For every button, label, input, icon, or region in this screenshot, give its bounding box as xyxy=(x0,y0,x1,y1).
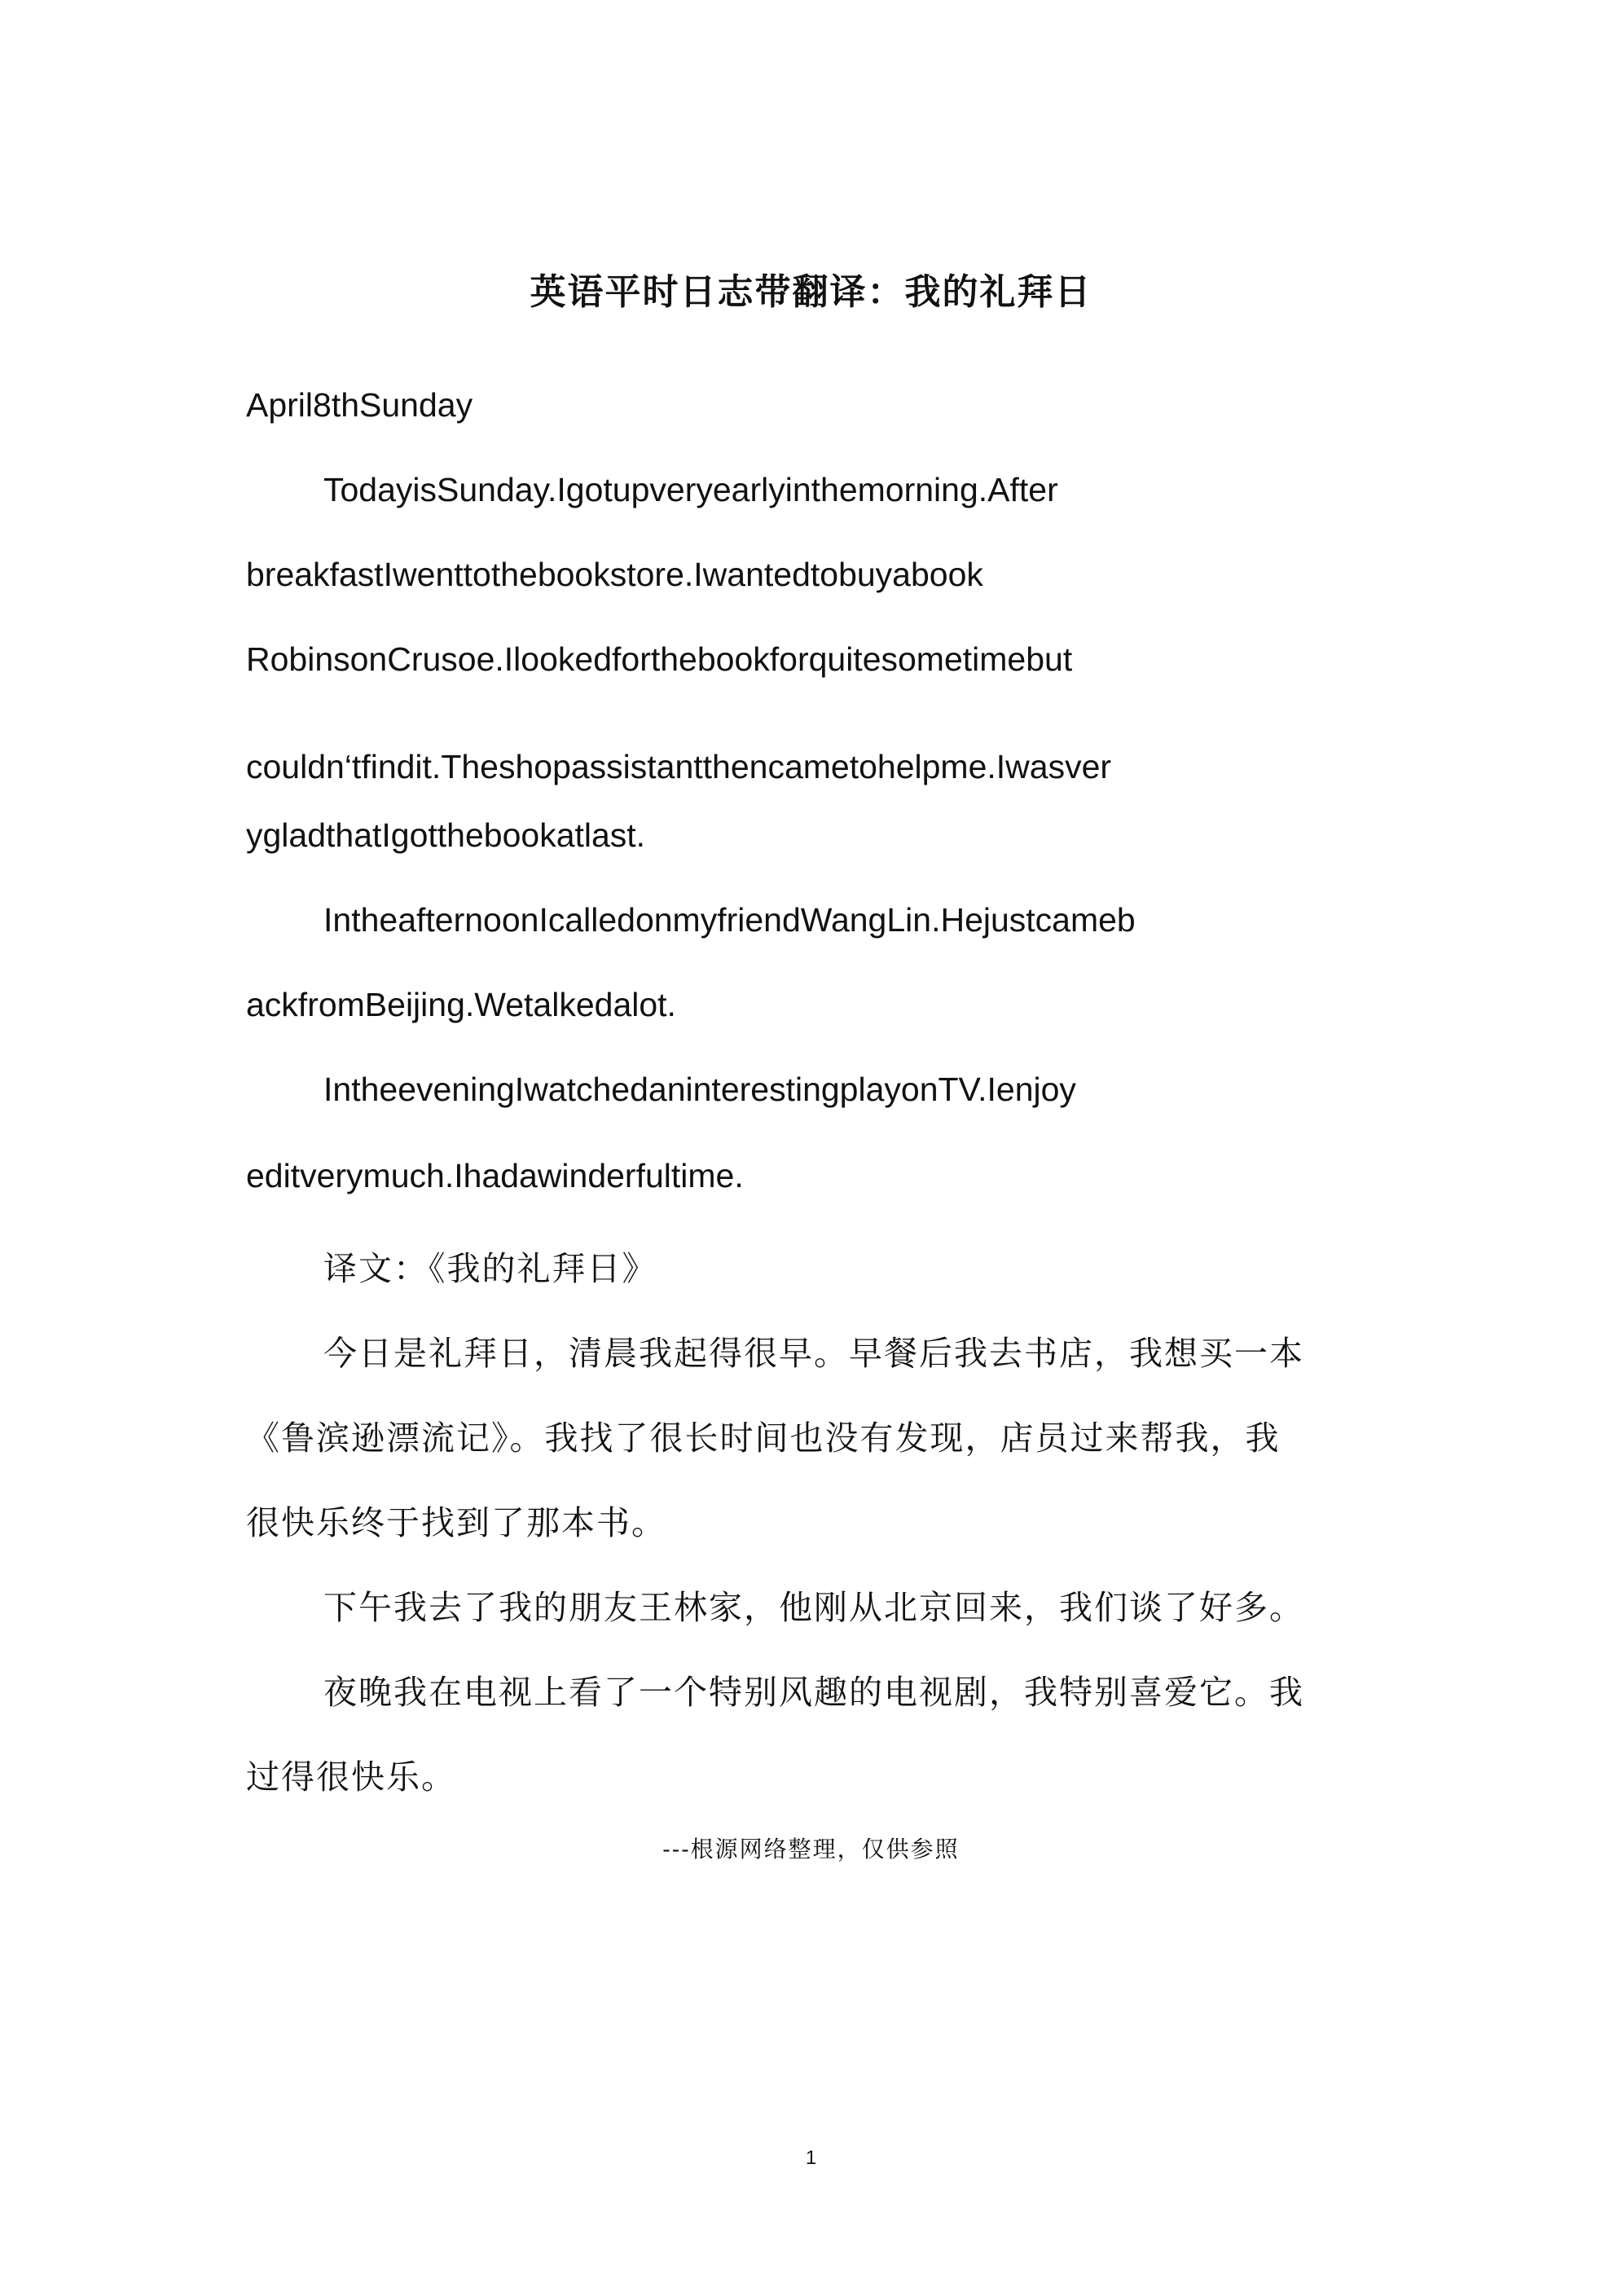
english-line: ackfromBeijing.Wetalkedalot. xyxy=(246,986,676,1023)
chinese-line: 下午我去了我的朋友王林家，他刚从北京回来，我们谈了好多。 xyxy=(323,1588,1304,1627)
chinese-line: 夜晚我在电视上看了一个特别风趣的电视剧，我特别喜爱它。我 xyxy=(323,1673,1304,1712)
chinese-line: 过得很快乐。 xyxy=(246,1757,456,1797)
english-line: breakfastIwenttothebookstore.Iwantedtobuyabook xyxy=(246,556,983,593)
english-line: IntheeveningIwatchedaninterestingplayonTV.Ienjoy xyxy=(323,1071,1076,1108)
source-note: ---根源网络整理，仅供参照 xyxy=(662,1836,960,1863)
translation-heading: 译文：《我的礼拜日》 xyxy=(323,1249,657,1288)
date-line: April8thSunday xyxy=(246,386,473,424)
english-line: editverymuch.Ihadawinderfultime. xyxy=(246,1157,744,1194)
english-line: ygladthatIgotthebookatlast. xyxy=(246,816,646,854)
english-line: couldn‘tfindit.Theshopassistantthencametohelpme.Iwasver xyxy=(246,748,1112,785)
chinese-line: 《鲁滨逊漂流记》。我找了很长时间也没有发现，店员过来帮我，我 xyxy=(246,1419,1281,1458)
english-line: IntheafternoonIcalledonmyfriendWangLin.Hejustcameb xyxy=(323,901,1136,939)
chinese-line: 很快乐终于找到了那本书。 xyxy=(246,1503,666,1542)
document-title: 英语平时日志带翻译：我的礼拜日 xyxy=(530,271,1092,313)
page-number: 1 xyxy=(805,2147,817,2169)
chinese-line: 今日是礼拜日，清晨我起得很早。早餐后我去书店，我想买一本 xyxy=(323,1334,1304,1373)
english-line: RobinsonCrusoe.Ilookedforthebookforquitesometimebut xyxy=(246,640,1073,678)
english-line: TodayisSunday.Igotupveryearlyinthemorning.After xyxy=(323,471,1058,508)
